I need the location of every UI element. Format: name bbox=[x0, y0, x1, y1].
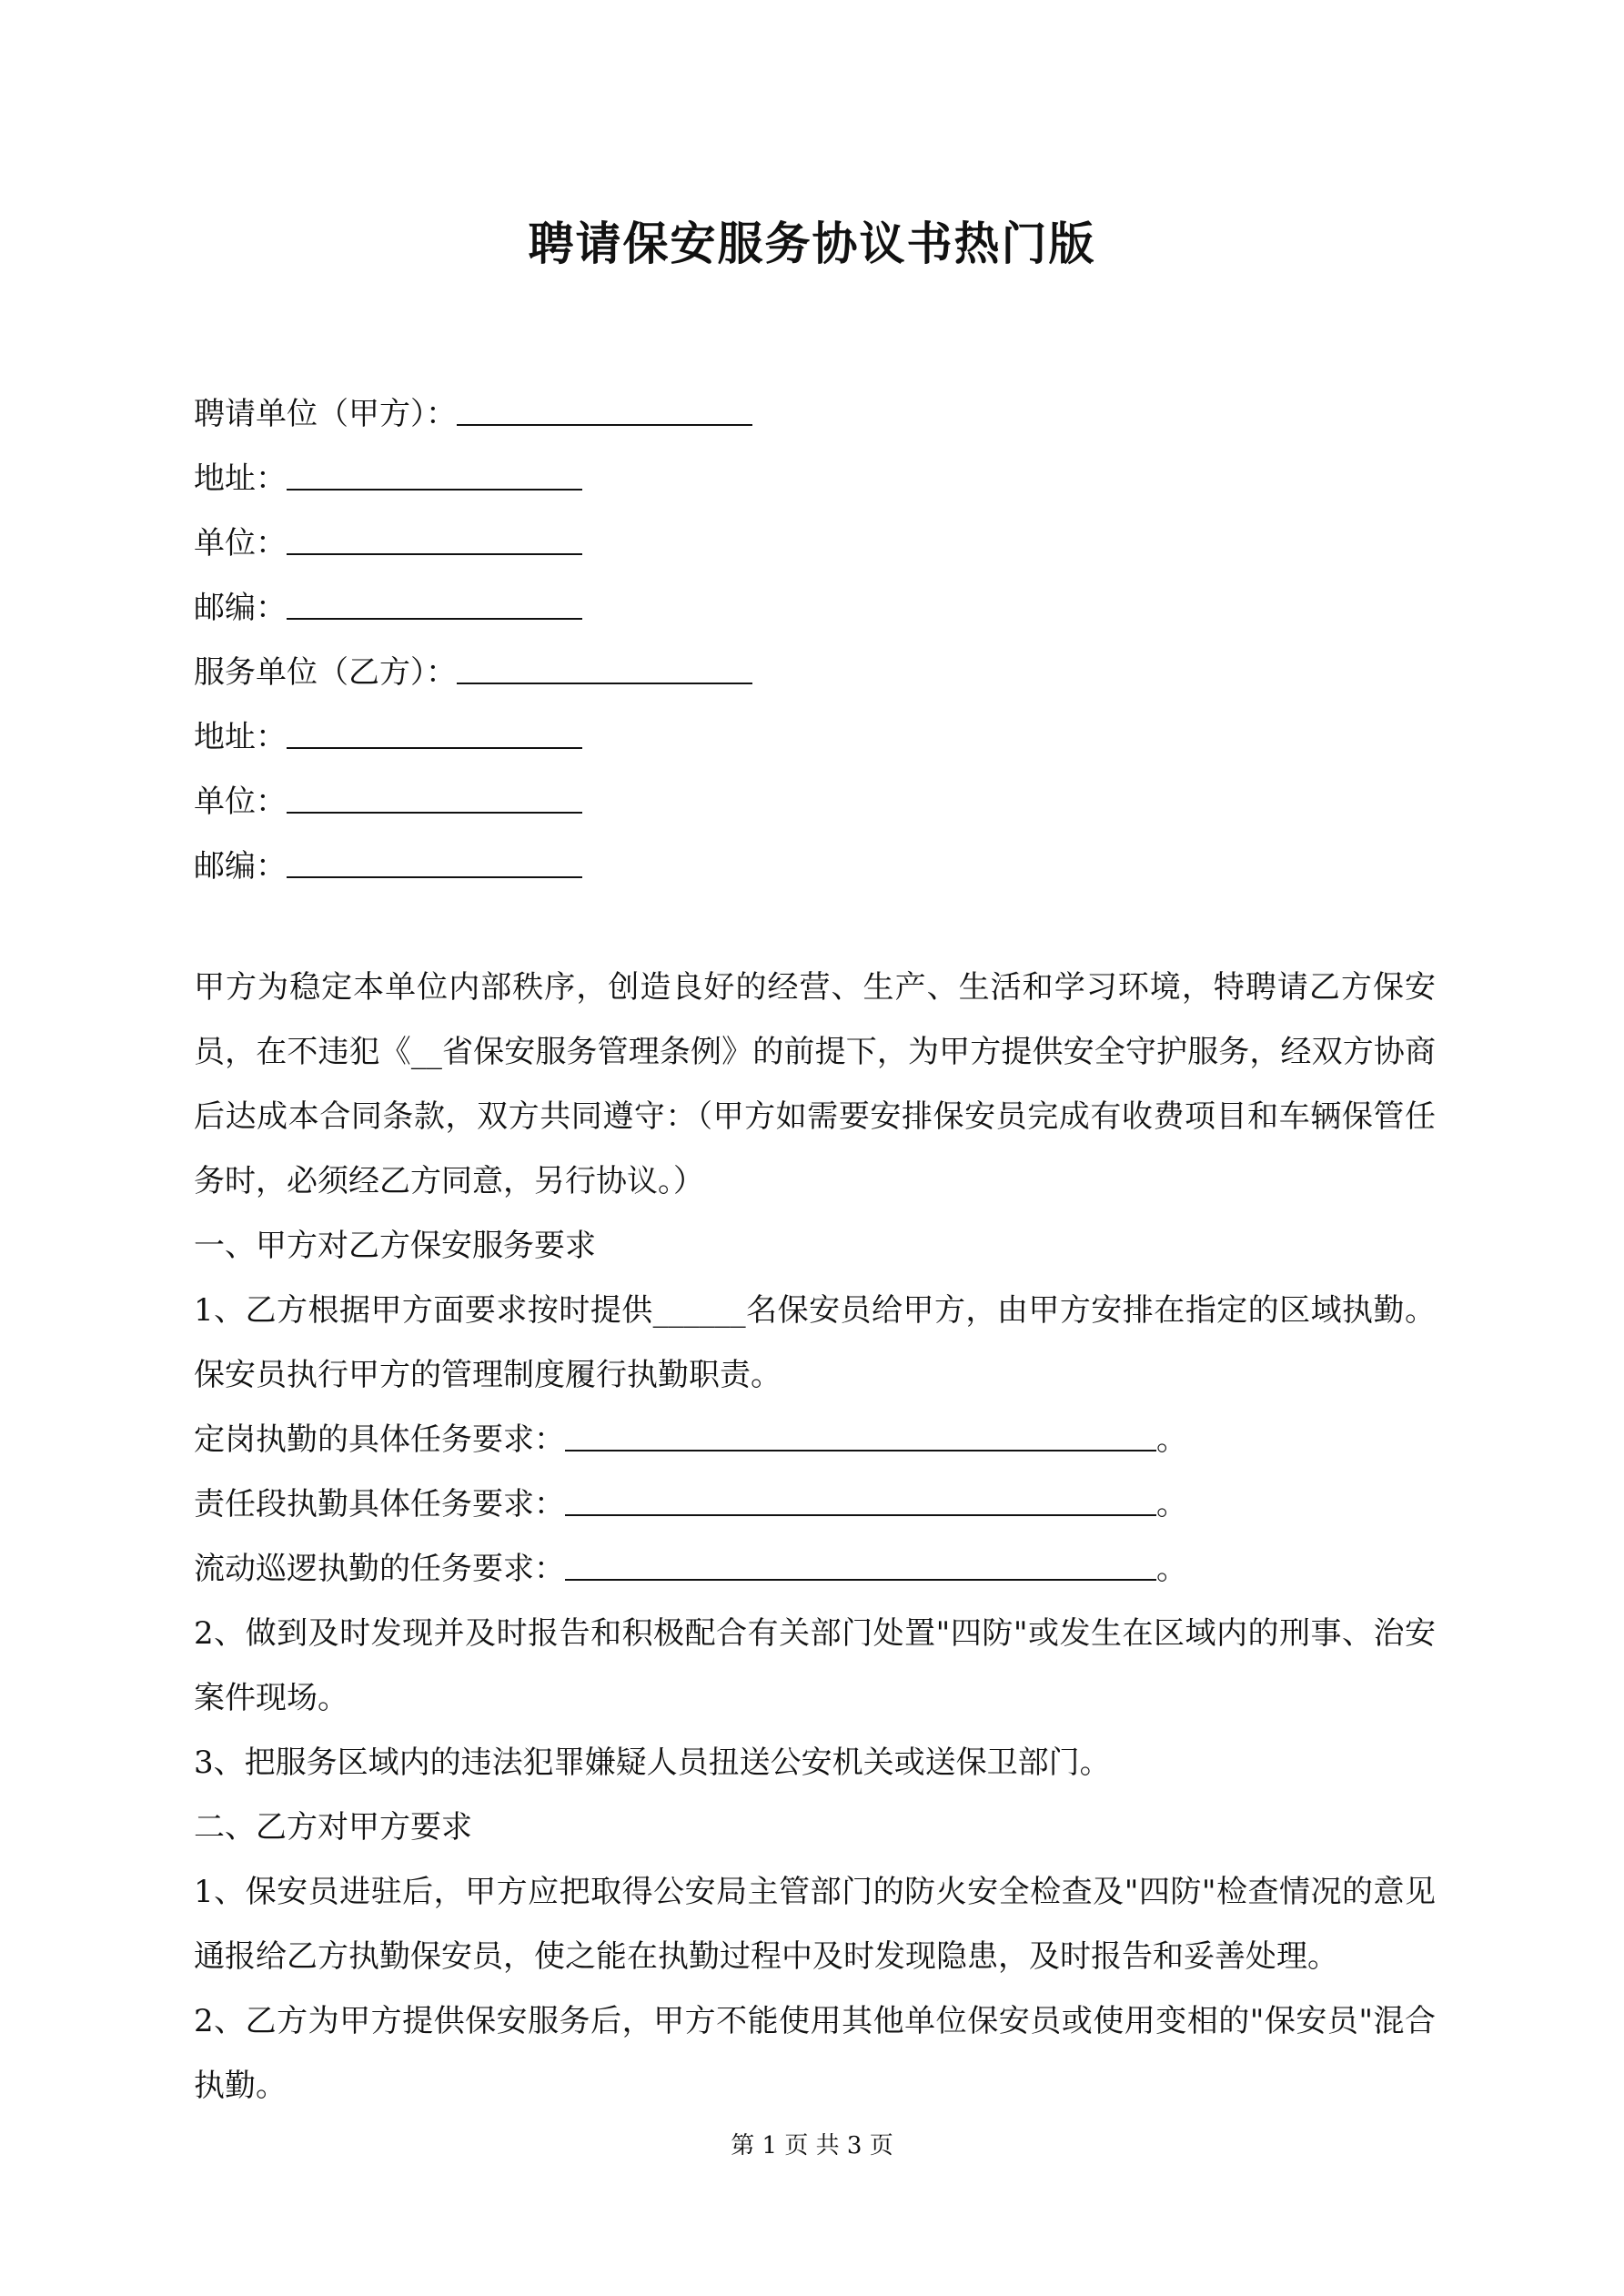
field-label: 单位： bbox=[194, 784, 287, 820]
field-provider-address bbox=[194, 705, 1468, 770]
fill-blank[interactable] bbox=[287, 784, 582, 814]
task-end: 。 bbox=[1156, 1421, 1187, 1458]
section-heading: 一、甲方对乙方保安服务要求 bbox=[194, 1228, 596, 1264]
field-provider-postcode bbox=[194, 834, 1468, 899]
field-hirer bbox=[194, 382, 1468, 447]
fill-blank[interactable] bbox=[287, 526, 582, 555]
party-fields bbox=[194, 382, 1468, 899]
fill-blank[interactable] bbox=[457, 397, 752, 426]
task-label: 责任段执勤具体任务要求： bbox=[194, 1486, 565, 1522]
field-label: 邮编： bbox=[194, 848, 287, 885]
fill-blank[interactable] bbox=[565, 1422, 1156, 1451]
document-title: 聘请保安服务协议书热门版 bbox=[528, 217, 1096, 270]
field-label: 邮编： bbox=[194, 590, 287, 626]
field-hirer-address bbox=[194, 447, 1468, 511]
field-provider-unit bbox=[194, 770, 1468, 834]
clause-paragraph: 3、把服务区域内的违法犯罪嫌疑人员扭送公安机关或送保卫部门。 bbox=[194, 1745, 1111, 1781]
fill-blank[interactable] bbox=[565, 1487, 1156, 1516]
task-end: 。 bbox=[1156, 1551, 1187, 1587]
task-end: 。 bbox=[1156, 1486, 1187, 1522]
clause-paragraph: 1、乙方根据甲方面要求按时提供______名保安员给甲方，由甲方安排在指定的区域执勤。保安员执行甲方的管理制度履行执勤职责。 bbox=[194, 1292, 1436, 1393]
clause-paragraph: 2、做到及时发现并及时报告和积极配合有关部门处置"四防"或发生在区域内的刑事、治安案件现场。 bbox=[194, 1615, 1436, 1716]
fill-blank[interactable] bbox=[287, 461, 582, 491]
field-label: 地址： bbox=[194, 460, 287, 497]
section-heading: 二、乙方对甲方要求 bbox=[194, 1809, 472, 1846]
clause-paragraph: 1、保安员进驻后，甲方应把取得公安局主管部门的防火安全检查及"四防"检查情况的意见通报给乙方执勤保安员，使之能在执勤过程中及时发现隐患，及时报告和妥善处理。 bbox=[194, 1874, 1436, 1975]
field-label: 服务单位（乙方）： bbox=[194, 654, 457, 691]
task-label: 定岗执勤的具体任务要求： bbox=[194, 1421, 565, 1458]
task-line bbox=[194, 1472, 1436, 1537]
field-provider bbox=[194, 641, 1468, 705]
page-footer: 第 1 页 共 3 页 bbox=[731, 2132, 893, 2159]
field-hirer-unit bbox=[194, 511, 1468, 576]
fill-blank[interactable] bbox=[565, 1552, 1156, 1581]
field-label: 单位： bbox=[194, 525, 287, 561]
fill-blank[interactable] bbox=[457, 655, 752, 684]
field-label: 地址： bbox=[194, 719, 287, 755]
fill-blank[interactable] bbox=[287, 849, 582, 878]
intro-paragraph: 甲方为稳定本单位内部秩序，创造良好的经营、生产、生活和学习环境，特聘请乙方保安员，在不违犯《__省保安服务管理条例》的前提下，为甲方提供安全守护服务，经双方协商后达成本合同条款，双方共同遵守：（甲方如需要安排保安员完成有收费项目和车辆保管任务时，必须经乙方同意，另行协议。） bbox=[194, 969, 1436, 1199]
fill-blank[interactable] bbox=[287, 720, 582, 749]
fill-blank[interactable] bbox=[287, 591, 582, 620]
task-line bbox=[194, 1537, 1436, 1602]
field-label: 聘请单位（甲方）： bbox=[194, 396, 457, 432]
field-hirer-postcode bbox=[194, 576, 1468, 641]
document-body bbox=[194, 956, 1436, 2119]
clause-paragraph: 2、乙方为甲方提供保安服务后，甲方不能使用其他单位保安员或使用变相的"保安员"混合执勤。 bbox=[194, 2003, 1437, 2104]
task-line bbox=[194, 1408, 1436, 1472]
task-label: 流动巡逻执勤的任务要求： bbox=[194, 1551, 565, 1587]
